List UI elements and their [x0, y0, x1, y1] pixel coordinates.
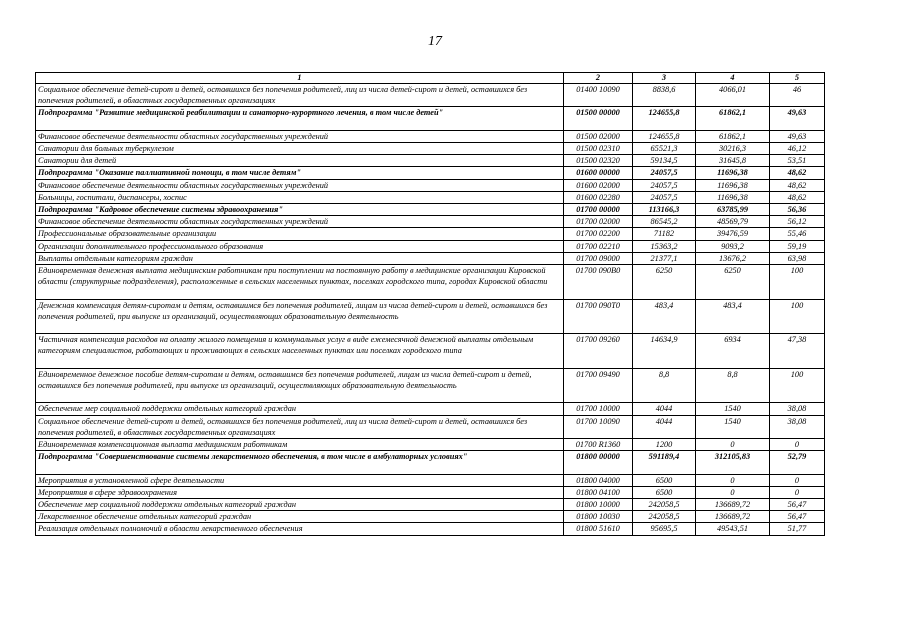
row-name-cell: Профессиональные образовательные организации	[36, 228, 564, 240]
row-plan-cell: 6500	[633, 474, 696, 486]
row-percent-cell: 59,19	[770, 240, 825, 252]
table-row	[36, 240, 825, 252]
row-code-cell: 01500 02310	[564, 143, 633, 155]
row-plan-cell: 6500	[633, 486, 696, 498]
row-name-cell: Обеспечение мер социальной поддержки отдельных категорий граждан	[36, 403, 564, 415]
row-percent-cell: 100	[770, 265, 825, 300]
table-row	[36, 511, 825, 523]
row-plan-cell: 24057,5	[633, 167, 696, 179]
row-percent-cell: 46	[770, 84, 825, 107]
row-code-cell: 01600 02280	[564, 191, 633, 203]
row-name-cell: Лекарственное обеспечение отдельных категорий граждан	[36, 511, 564, 523]
row-percent-cell: 56,47	[770, 511, 825, 523]
row-actual-cell: 11696,38	[696, 167, 770, 179]
row-plan-cell: 86545,2	[633, 216, 696, 228]
row-actual-cell: 0	[696, 474, 770, 486]
row-name-cell: Частичная компенсация расходов на оплату жилого помещения и коммунальных услуг в виде ежемесячной денежной выплаты отдельным категориям специалистов, работающих и проживающих в сельских населенных пунктах или поселках городского типа	[36, 334, 564, 369]
header-col-4: 4	[696, 73, 770, 84]
row-actual-cell: 0	[696, 439, 770, 451]
row-plan-cell: 71182	[633, 228, 696, 240]
row-code-cell: 01700 10000	[564, 403, 633, 415]
row-actual-cell: 31645,8	[696, 155, 770, 167]
row-plan-cell: 591189,4	[633, 451, 696, 474]
row-name-cell: Единовременная компенсационная выплата медицинским работникам	[36, 439, 564, 451]
table-row	[36, 499, 825, 511]
row-code-cell: 01700 00000	[564, 204, 633, 216]
row-code-cell: 01800 10000	[564, 499, 633, 511]
row-name-cell: Социальное обеспечение детей-сирот и детей, оставшихся без попечения родителей, лиц из числа детей-сирот и детей, оставшихся без попечения родителей, в областных государственных организациях	[36, 415, 564, 438]
row-percent-cell: 48,62	[770, 179, 825, 191]
row-percent-cell: 46,12	[770, 143, 825, 155]
row-code-cell: 01700 02200	[564, 228, 633, 240]
table-row	[36, 143, 825, 155]
row-percent-cell: 0	[770, 486, 825, 498]
row-code-cell: 01700 09000	[564, 252, 633, 264]
row-code-cell: 01600 02000	[564, 179, 633, 191]
row-actual-cell: 61862,1	[696, 130, 770, 142]
row-actual-cell: 30216,3	[696, 143, 770, 155]
row-name-cell: Финансовое обеспечение деятельности областных государственных учреждений	[36, 130, 564, 142]
row-percent-cell: 38,08	[770, 403, 825, 415]
row-percent-cell: 52,79	[770, 451, 825, 474]
row-name-cell: Обеспечение мер социальной поддержки отдельных категорий граждан	[36, 499, 564, 511]
row-name-cell: Санатории для детей	[36, 155, 564, 167]
row-plan-cell: 124655,8	[633, 107, 696, 130]
table-row	[36, 415, 825, 438]
row-plan-cell: 21377,1	[633, 252, 696, 264]
table-row	[36, 216, 825, 228]
row-name-cell: Денежная компенсация детям-сиротам и детям, оставшимся без попечения родителей, лицам из числа детей-сирот и детей, оставшихся без попечения родителей, при выпуске из организаций, осуществляющих образовательную деятельность	[36, 299, 564, 334]
row-percent-cell: 53,51	[770, 155, 825, 167]
table-row	[36, 486, 825, 498]
row-percent-cell: 0	[770, 439, 825, 451]
table-row	[36, 204, 825, 216]
row-actual-cell: 11696,38	[696, 179, 770, 191]
header-col-1: 1	[36, 73, 564, 84]
table-row	[36, 130, 825, 142]
row-code-cell: 01700 09490	[564, 368, 633, 403]
row-name-cell: Финансовое обеспечение деятельности областных государственных учреждений	[36, 179, 564, 191]
row-percent-cell: 47,38	[770, 334, 825, 369]
row-name-cell: Социальное обеспечение детей-сирот и детей, оставшихся без попечения родителей, лиц из числа детей-сирот и детей, оставшихся без попечения родителей, в областных государственных организациях	[36, 84, 564, 107]
row-code-cell: 01700 R1360	[564, 439, 633, 451]
row-percent-cell: 48,62	[770, 167, 825, 179]
row-plan-cell: 1200	[633, 439, 696, 451]
row-actual-cell: 49543,51	[696, 523, 770, 535]
row-percent-cell: 55,46	[770, 228, 825, 240]
table-row	[36, 252, 825, 264]
header-col-2: 2	[564, 73, 633, 84]
table-row	[36, 451, 825, 474]
row-name-cell: Реализация отдельных полномочий в области лекарственного обеспечения	[36, 523, 564, 535]
row-plan-cell: 242058,5	[633, 499, 696, 511]
row-actual-cell: 136689,72	[696, 511, 770, 523]
row-name-cell: Финансовое обеспечение деятельности областных государственных учреждений	[36, 216, 564, 228]
row-name-cell: Выплаты отдельным категориям граждан	[36, 252, 564, 264]
row-name-cell: Единовременное денежное пособие детям-сиротам и детям, оставшимся без попечения родителей, лицам из числа детей-сирот и детей, оставшихся без попечения родителей, при выпуске из организаций, осуществляющих образовательную деятельность	[36, 368, 564, 403]
row-plan-cell: 59134,5	[633, 155, 696, 167]
table-row	[36, 523, 825, 535]
table-row	[36, 84, 825, 107]
table-row	[36, 107, 825, 130]
row-actual-cell: 8,8	[696, 368, 770, 403]
row-percent-cell: 56,36	[770, 204, 825, 216]
row-code-cell: 01700 02210	[564, 240, 633, 252]
row-name-cell: Мероприятия в сфере здравоохранения	[36, 486, 564, 498]
row-percent-cell: 100	[770, 299, 825, 334]
row-code-cell: 01400 10090	[564, 84, 633, 107]
row-code-cell: 01700 090Т0	[564, 299, 633, 334]
header-row	[36, 73, 825, 84]
row-name-cell: Санатории для больных туберкулезом	[36, 143, 564, 155]
row-actual-cell: 0	[696, 486, 770, 498]
row-percent-cell: 56,12	[770, 216, 825, 228]
row-plan-cell: 8838,6	[633, 84, 696, 107]
row-percent-cell: 49,63	[770, 107, 825, 130]
row-code-cell: 01600 00000	[564, 167, 633, 179]
row-actual-cell: 483,4	[696, 299, 770, 334]
row-code-cell: 01800 00000	[564, 451, 633, 474]
row-actual-cell: 4066,01	[696, 84, 770, 107]
row-actual-cell: 136689,72	[696, 499, 770, 511]
row-code-cell: 01800 10030	[564, 511, 633, 523]
row-plan-cell: 15363,2	[633, 240, 696, 252]
table-row	[36, 403, 825, 415]
row-name-cell: Подпрограмма "Совершенствование системы лекарственного обеспечения, в том числе в амбулаторных условиях"	[36, 451, 564, 474]
table-row	[36, 167, 825, 179]
table-row	[36, 179, 825, 191]
row-code-cell: 01800 04100	[564, 486, 633, 498]
page-number: 17	[428, 34, 442, 49]
table-row	[36, 299, 825, 334]
row-plan-cell: 24057,5	[633, 191, 696, 203]
row-actual-cell: 6250	[696, 265, 770, 300]
table-row	[36, 191, 825, 203]
row-actual-cell: 1540	[696, 403, 770, 415]
row-code-cell: 01500 02000	[564, 130, 633, 142]
row-plan-cell: 124655,8	[633, 130, 696, 142]
row-code-cell: 01500 02320	[564, 155, 633, 167]
table-row	[36, 228, 825, 240]
row-plan-cell: 65521,3	[633, 143, 696, 155]
row-percent-cell: 0	[770, 474, 825, 486]
row-name-cell: Подпрограмма "Оказание паллиативной помощи, в том числе детям"	[36, 167, 564, 179]
row-plan-cell: 14634,9	[633, 334, 696, 369]
row-actual-cell: 39476,59	[696, 228, 770, 240]
row-plan-cell: 8,8	[633, 368, 696, 403]
row-plan-cell: 6250	[633, 265, 696, 300]
table-row	[36, 334, 825, 369]
row-actual-cell: 63785,99	[696, 204, 770, 216]
row-code-cell: 01700 09260	[564, 334, 633, 369]
table-row	[36, 439, 825, 451]
row-name-cell: Подпрограмма "Кадровое обеспечение системы здравоохранения"	[36, 204, 564, 216]
header-col-5: 5	[770, 73, 825, 84]
row-code-cell: 01700 090В0	[564, 265, 633, 300]
row-percent-cell: 38,08	[770, 415, 825, 438]
row-actual-cell: 312105,83	[696, 451, 770, 474]
row-percent-cell: 63,98	[770, 252, 825, 264]
row-plan-cell: 4044	[633, 403, 696, 415]
header-col-3: 3	[633, 73, 696, 84]
row-actual-cell: 61862,1	[696, 107, 770, 130]
row-code-cell: 01800 51610	[564, 523, 633, 535]
row-name-cell: Мероприятия в установленной сфере деятельности	[36, 474, 564, 486]
row-plan-cell: 24057,5	[633, 179, 696, 191]
row-plan-cell: 113166,3	[633, 204, 696, 216]
row-percent-cell: 49,63	[770, 130, 825, 142]
row-plan-cell: 4044	[633, 415, 696, 438]
row-plan-cell: 95695,5	[633, 523, 696, 535]
row-actual-cell: 11696,38	[696, 191, 770, 203]
row-plan-cell: 242058,5	[633, 511, 696, 523]
table-row	[36, 368, 825, 403]
row-actual-cell: 6934	[696, 334, 770, 369]
row-percent-cell: 56,47	[770, 499, 825, 511]
row-actual-cell: 13676,2	[696, 252, 770, 264]
row-name-cell: Больницы, госпитали, диспансеры, хоспис	[36, 191, 564, 203]
budget-table	[35, 72, 825, 536]
row-code-cell: 01800 04000	[564, 474, 633, 486]
table-row	[36, 155, 825, 167]
row-actual-cell: 48569,79	[696, 216, 770, 228]
row-actual-cell: 1540	[696, 415, 770, 438]
row-code-cell: 01700 02000	[564, 216, 633, 228]
row-actual-cell: 9093,2	[696, 240, 770, 252]
row-plan-cell: 483,4	[633, 299, 696, 334]
row-name-cell: Подпрограмма "Развитие медицинской реабилитации и санаторно-курортного лечения, в том числе детей"	[36, 107, 564, 130]
row-code-cell: 01500 00000	[564, 107, 633, 130]
row-percent-cell: 51,77	[770, 523, 825, 535]
row-name-cell: Организации дополнительного профессионального образования	[36, 240, 564, 252]
row-code-cell: 01700 10090	[564, 415, 633, 438]
table-body	[36, 84, 825, 536]
table-row	[36, 474, 825, 486]
row-name-cell: Единовременная денежная выплата медицинским работникам при поступлении на постоянную работу в медицинские организации Кировской области (структурные подразделения), расположенные в сельских населенных пунктах, поселках городского типа, городах Кировской области	[36, 265, 564, 300]
row-percent-cell: 48,62	[770, 191, 825, 203]
row-percent-cell: 100	[770, 368, 825, 403]
table-row	[36, 265, 825, 300]
